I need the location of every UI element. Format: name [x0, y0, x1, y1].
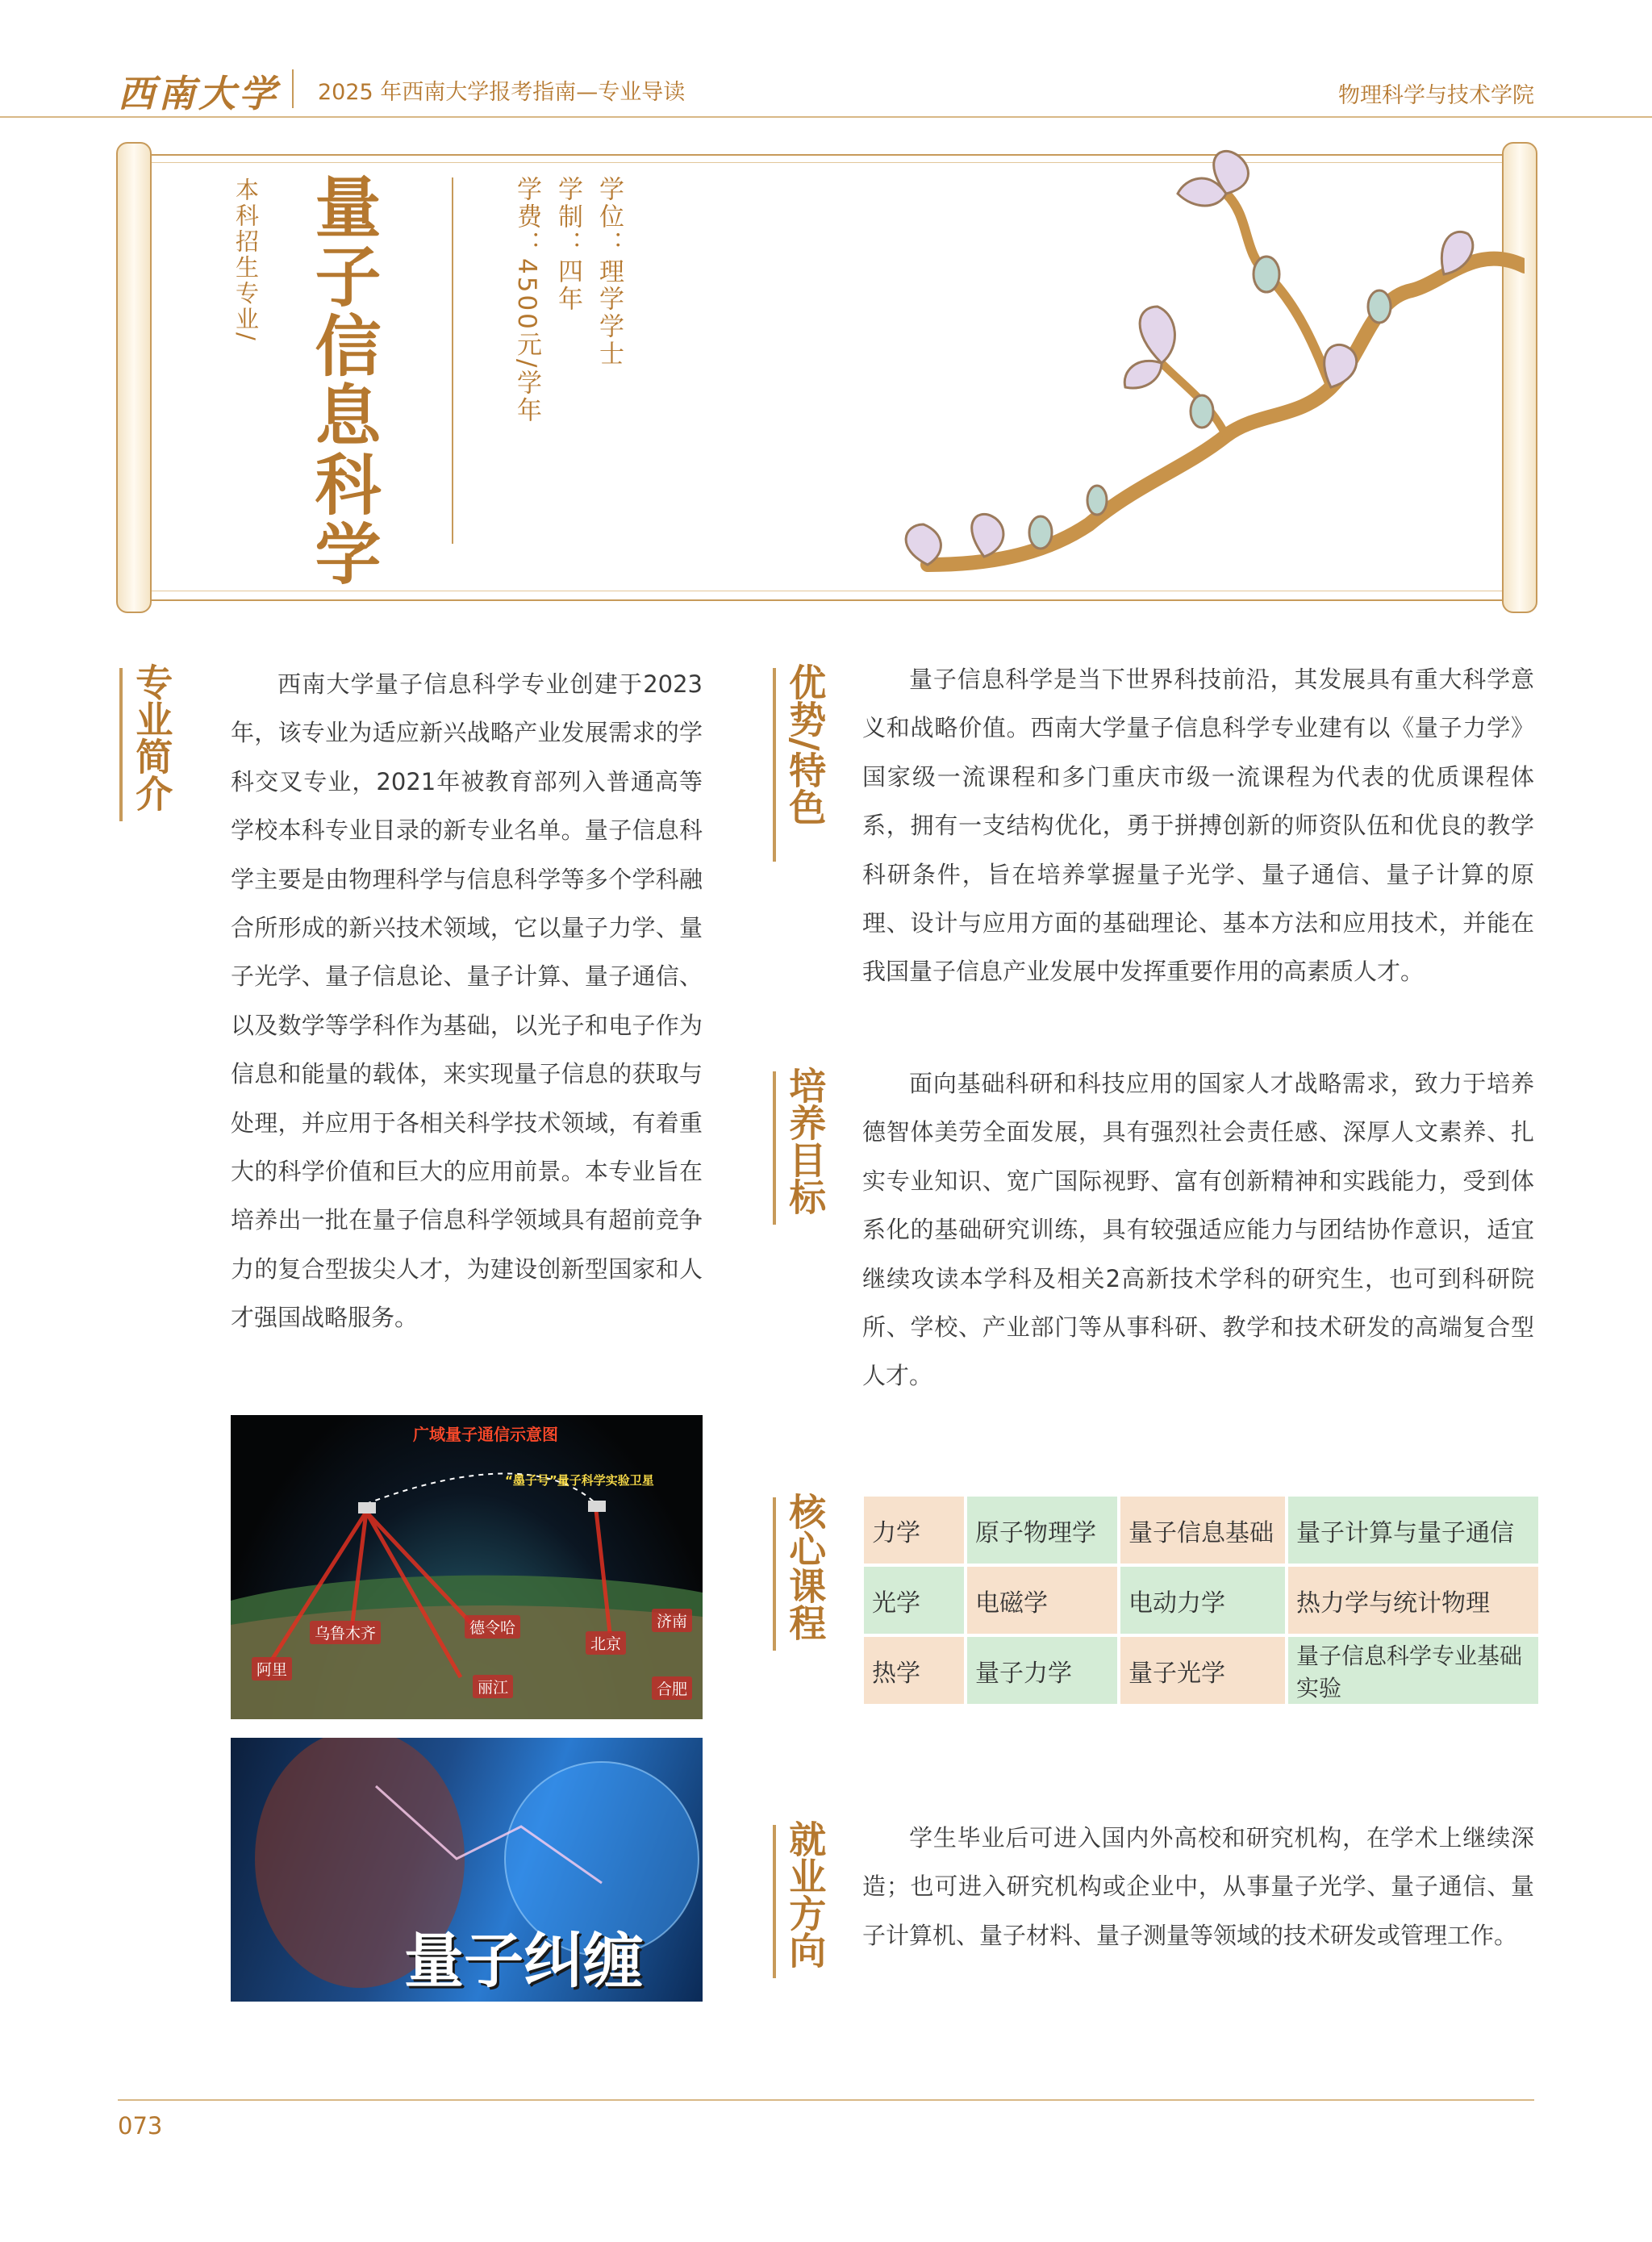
course-cell: 量子力学: [966, 1635, 1119, 1706]
entanglement-caption: 量子纠缠: [404, 1927, 643, 1996]
city-label: 济南: [652, 1609, 692, 1632]
header-divider: [292, 69, 294, 108]
courses-heading: 核心课程: [783, 1493, 828, 1641]
satellite-diagram-image: [231, 1415, 703, 1719]
title-divider: [452, 177, 453, 544]
footer-rule: [118, 2099, 1534, 2101]
city-label: 丽江: [473, 1675, 513, 1698]
course-cell: 光学: [862, 1565, 966, 1635]
major-title: 量子信息科学: [304, 173, 382, 589]
advantage-heading-bar: [773, 668, 776, 862]
header-rule: [0, 116, 1652, 118]
table-row: [862, 1635, 1540, 1706]
city-label: 北京: [586, 1631, 626, 1655]
major-category-label: 本科招生专业/: [232, 177, 260, 343]
intro-heading: 专业简介: [130, 663, 174, 812]
course-cell: 电磁学: [966, 1565, 1119, 1635]
course-cell: 力学: [862, 1495, 966, 1565]
advantage-heading: 优势/特色: [783, 663, 828, 825]
course-cell: 热力学与统计物理: [1287, 1565, 1540, 1635]
course-cell: 电动力学: [1119, 1565, 1287, 1635]
course-cell: 量子光学: [1119, 1635, 1287, 1706]
advantage-text: 量子信息科学是当下世界科技前沿，其发展具有重大科学意义和战略价值。西南大学量子信息科学专业建有以《量子力学》国家级一流课程和多门重庆市级一流课程为代表的优质课程体系，拥有一支结构优化，勇于拼搏创新的师资队伍和优良的教学科研条件，旨在培养掌握量子光学、量子通信、量子计算的原理、设计与应用方面的基础理论、基本方法和应用技术，并能在我国量子信息产业发展中发挥重要作用的高素质人才。: [862, 666, 1534, 986]
satellite-caption: “墨子号”量子科学实验卫星: [505, 1473, 654, 1488]
core-courses-table: [862, 1495, 1540, 1706]
career-heading-bar: [773, 1825, 776, 1978]
course-cell: 量子计算与量子通信: [1287, 1495, 1540, 1565]
city-label: 阿里: [252, 1657, 292, 1680]
satellite-diagram-title: 广域量子通信示意图: [413, 1425, 558, 1444]
university-logo: 西南大学: [118, 72, 279, 115]
guide-title: 2025 年西南大学报考指南—专业导读: [318, 80, 686, 105]
courses-heading-bar: [773, 1497, 776, 1651]
course-cell: 热学: [862, 1635, 966, 1706]
course-cell: 量子信息基础: [1119, 1495, 1287, 1565]
page-number: 073: [118, 2112, 163, 2140]
goal-heading: 培养目标: [783, 1067, 828, 1215]
fee-info: 学费：4500元/学年: [512, 176, 541, 425]
course-cell: 量子信息科学专业基础实验: [1287, 1635, 1540, 1706]
college-name: 物理科学与技术学院: [1338, 83, 1534, 108]
intro-heading-bar: [119, 668, 123, 821]
course-cell: 原子物理学: [966, 1495, 1119, 1565]
goal-heading-bar: [773, 1071, 776, 1225]
city-label: 乌鲁木齐: [310, 1621, 381, 1644]
scroll-rod-left: [116, 142, 152, 613]
career-text: 学生毕业后可进入国内外高校和研究机构，在学术上继续深造；也可进入研究机构或企业中，从事量子光学、量子通信、量子计算机、量子材料、量子测量等领域的技术研发或管理工作。: [862, 1824, 1534, 1949]
quantum-entanglement-image: [231, 1738, 703, 2002]
career-heading: 就业方向: [783, 1820, 828, 1969]
table-row: [862, 1565, 1540, 1635]
city-label: 德令哈: [465, 1615, 520, 1639]
degree-info: 学位：理学学士: [594, 176, 624, 368]
duration-info: 学制：四年: [553, 176, 582, 313]
magnolia-branch-illustration: [879, 145, 1525, 645]
city-label: 合肥: [652, 1676, 692, 1700]
satellite-diagram-graphic: [231, 1415, 703, 1719]
table-row: [862, 1495, 1540, 1565]
intro-text: 西南大学量子信息科学专业创建于2023年，该专业为适应新兴战略产业发展需求的学科交叉专业，2021年被教育部列入普通高等学校本科专业目录的新专业名单。量子信息科学主要是由物理科学与信息科学等多个学科融合所形成的新兴技术领域，它以量子力学、量子光学、量子信息论、量子计算、量子通信、以及数学等学科作为基础，以光子和电子作为信息和能量的载体，来实现量子信息的获取与处理，并应用于各相关科学技术领域，有着重大的科学价值和巨大的应用前景。本专业旨在培养出一批在量子信息科学领域具有超前竞争力的复合型拔尖人才，为建设创新型国家和人才强国战略服务。: [231, 670, 703, 1332]
goal-text: 面向基础科研和科技应用的国家人才战略需求，致力于培养德智体美劳全面发展，具有强烈社会责任感、深厚人文素养、扎实专业知识、宽广国际视野、富有创新精神和实践能力，受到体系化的基础研究训练，具有较强适应能力与团结协作意识，适宜继续攻读本学科及相关2高新技术学科的研究生，也可到科研院所、学校、产业部门等从事科研、教学和技术研发的高端复合型人才。: [862, 1070, 1534, 1390]
